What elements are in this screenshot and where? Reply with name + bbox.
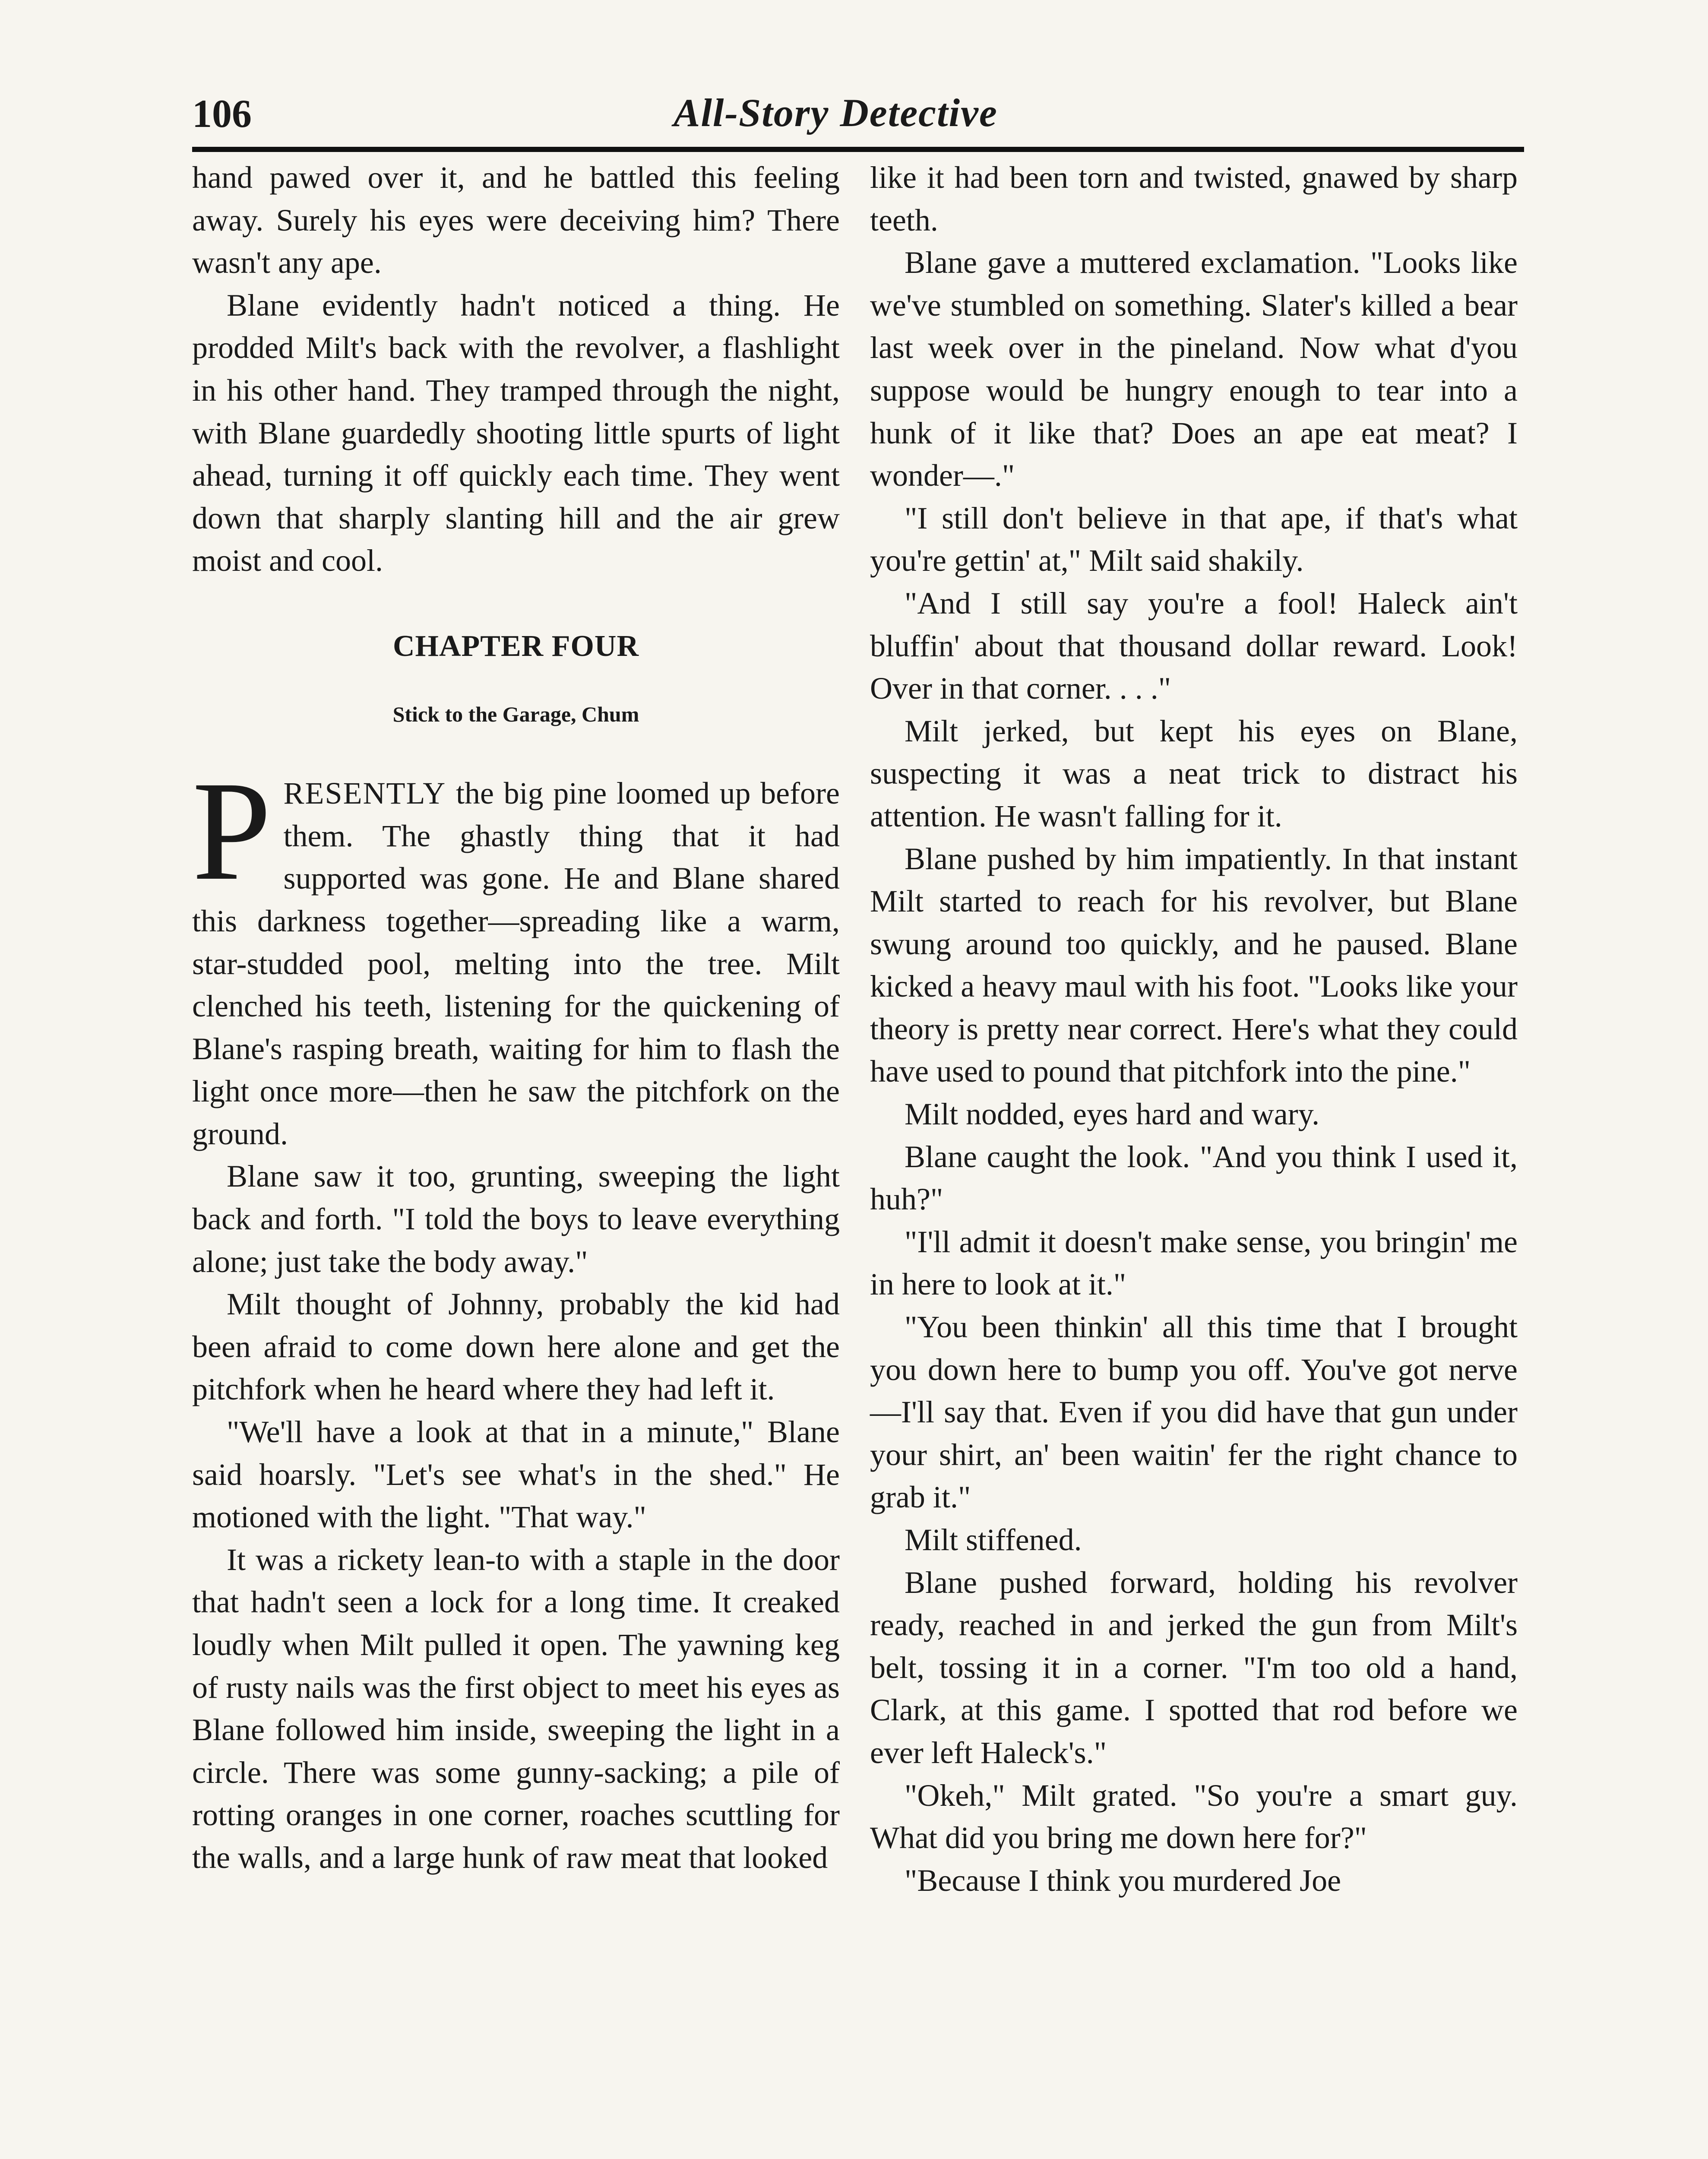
right-column bbox=[870, 156, 1518, 1902]
paragraph: Milt jerked, but kept his eyes on Blane, suspecting it was a neat trick to distract his attention. He wasn't falling for it. bbox=[870, 713, 1518, 833]
paragraph: "We'll have a look at that in a minute," Blane said hoarsly. "Let's see what's in the shed." He motioned with the light. "That way." bbox=[192, 1415, 840, 1535]
magazine-title: All-Story Detective bbox=[674, 91, 998, 135]
paragraph: "Because I think you murdered Joe bbox=[905, 1863, 1341, 1898]
lead-word: RESENTLY bbox=[283, 776, 446, 811]
paragraph: "I'll admit it doesn't make sense, you bringin' me in here to look at it." bbox=[870, 1224, 1518, 1302]
paragraph: "You been thinkin' all this time that I brought you down here to bump you off. You've got nerve—I'll say that. Even if you did have that gun under your shirt, an' been waitin' fer the right chance to grab it." bbox=[870, 1310, 1518, 1515]
chapter-heading: CHAPTER FOUR bbox=[392, 629, 639, 663]
paragraph: like it had been torn and twisted, gnawed by sharp teeth. bbox=[870, 160, 1518, 237]
paragraph: hand pawed over it, and he battled this feeling away. Surely his eyes were deceiving him? There wasn't any ape. bbox=[192, 160, 840, 280]
paragraph: Blane saw it too, grunting, sweeping the light back and forth. "I told the boys to leave everything alone; just take the body away." bbox=[192, 1159, 840, 1279]
paragraph: "I still don't believe in that ape, if that's what you're gettin' at," Milt said shakily. bbox=[870, 500, 1518, 578]
drop-cap: P bbox=[192, 752, 272, 910]
chapter-subtitle: Stick to the Garage, Chum bbox=[392, 702, 639, 726]
paragraph: "Okeh," Milt grated. "So you're a smart guy. What did you bring me down here for?" bbox=[870, 1778, 1518, 1855]
paragraph: Blane caught the look. "And you think I used it, huh?" bbox=[870, 1139, 1518, 1217]
left-column bbox=[192, 156, 840, 1879]
chapter-opening-paragraph bbox=[192, 752, 840, 1155]
paragraph: Blane pushed by him impatiently. In that instant Milt started to reach for his revolver, but Blane swung around too quickly, and he paused. Blane kicked a heavy maul with his foot. "Looks like your theory is pretty near correct. Here's what they could have used to pound that pitchfork into the pine." bbox=[870, 841, 1518, 1089]
paragraph: Blane gave a muttered exclamation. "Looks like we've stumbled on something. Slater's killed a bear last week over in the pineland. Now what d'you suppose would be hungry enough to tear into a hunk of it like that? Does an ape eat meat? I wonder—." bbox=[870, 245, 1518, 493]
paragraph: Milt stiffened. bbox=[905, 1523, 1082, 1557]
page-header bbox=[192, 82, 1524, 152]
paragraph: "And I still say you're a fool! Haleck ain't bluffin' about that thousand dollar reward. Look! Over in that corner. . . ." bbox=[870, 586, 1518, 706]
paragraph: It was a rickety lean-to with a staple in the door that hadn't seen a lock for a long time. It creaked loudly when Milt pulled it open. The yawning keg of rusty nails was the first object to meet his eyes as Blane followed him inside, sweeping the light in a circle. There was some gunny-sacking; a pile of rotting oranges in one corner, roaches scuttling for the walls, and a large hunk of raw meat that looked bbox=[192, 1542, 840, 1875]
paragraph-text: the big pine loomed up before them. The ghastly thing that it had supported was gone. He and Blane shared this darkness together—spreading like a warm, star-studded pool, melting into the tree. Milt clenched his teeth, listening for the quickening of Blane's rasping breath, waiting for him to flash the light once more—then he saw the pitchfork on the ground. bbox=[192, 776, 840, 1151]
paragraph: Blane pushed forward, holding his revolver ready, reached in and jerked the gun from Milt's belt, tossing it in a corner. "I'm too old a hand, Clark, at this game. I spotted that rod before we ever left Haleck's." bbox=[870, 1565, 1518, 1770]
page-number: 106 bbox=[192, 92, 252, 136]
paragraph: Blane evidently hadn't noticed a thing. He prodded Milt's back with the revolver, a flashlight in his other hand. They tramped through the night, with Blane guardedly shooting little spurts of light ahead, turning it off quickly each time. They went down that sharply slanting hill and the air grew moist and cool. bbox=[192, 288, 840, 578]
paragraph: Milt thought of Johnny, probably the kid had been afraid to come down here alone and get the pitchfork when he heard where they had left it. bbox=[192, 1287, 840, 1407]
paragraph: Milt nodded, eyes hard and wary. bbox=[905, 1097, 1320, 1132]
